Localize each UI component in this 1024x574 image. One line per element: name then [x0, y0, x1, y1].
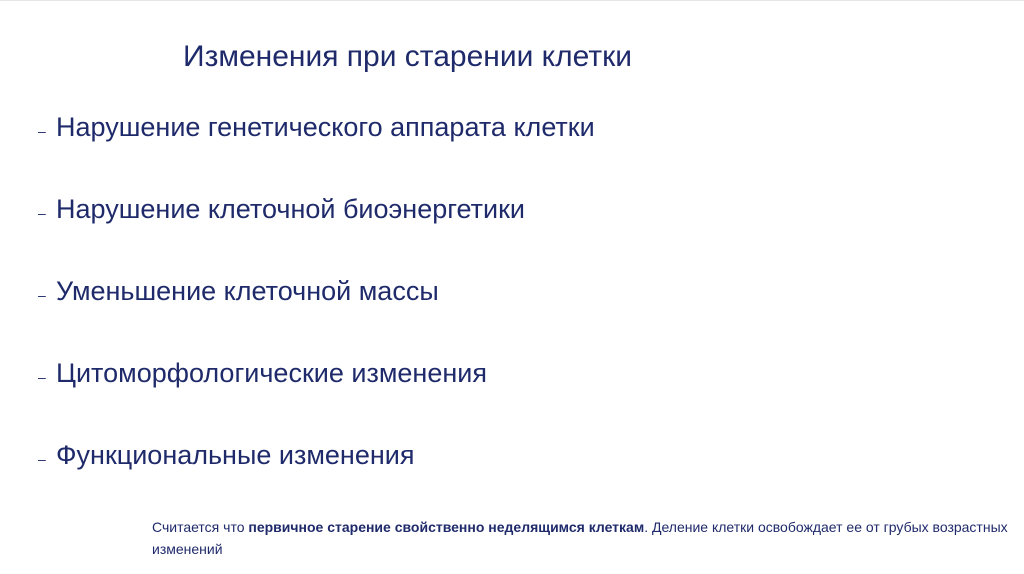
footnote-suffix: . Деление клетки освобождает ее от грубых возрастных изменений: [152, 519, 1008, 557]
bullet-text: Нарушение клеточной биоэнергетики: [56, 194, 525, 224]
bullet-marker: –: [38, 123, 46, 139]
bullet-list: [38, 107, 595, 517]
bullet-marker: –: [38, 205, 46, 221]
bullet-text: Функциональные изменения: [56, 440, 415, 470]
slide-title: Изменения при старении клетки: [183, 40, 632, 73]
bullet-item: [38, 271, 595, 353]
footnote-prefix: Считается что: [152, 519, 249, 535]
bullet-item: [38, 107, 595, 189]
bullet-marker: –: [38, 287, 46, 303]
footnote-emphasis: первичное старение свойственно неделящимся клеткам: [248, 519, 645, 535]
bullet-text: Уменьшение клеточной массы: [56, 276, 439, 306]
footnote: [152, 516, 1012, 560]
bullet-marker: –: [38, 369, 46, 385]
bullet-item: [38, 353, 595, 435]
bullet-item: [38, 435, 595, 517]
bullet-marker: –: [38, 451, 46, 467]
bullet-item: [38, 189, 595, 271]
bullet-text: Нарушение генетического аппарата клетки: [56, 112, 595, 142]
bullet-text: Цитоморфологические изменения: [56, 358, 487, 388]
